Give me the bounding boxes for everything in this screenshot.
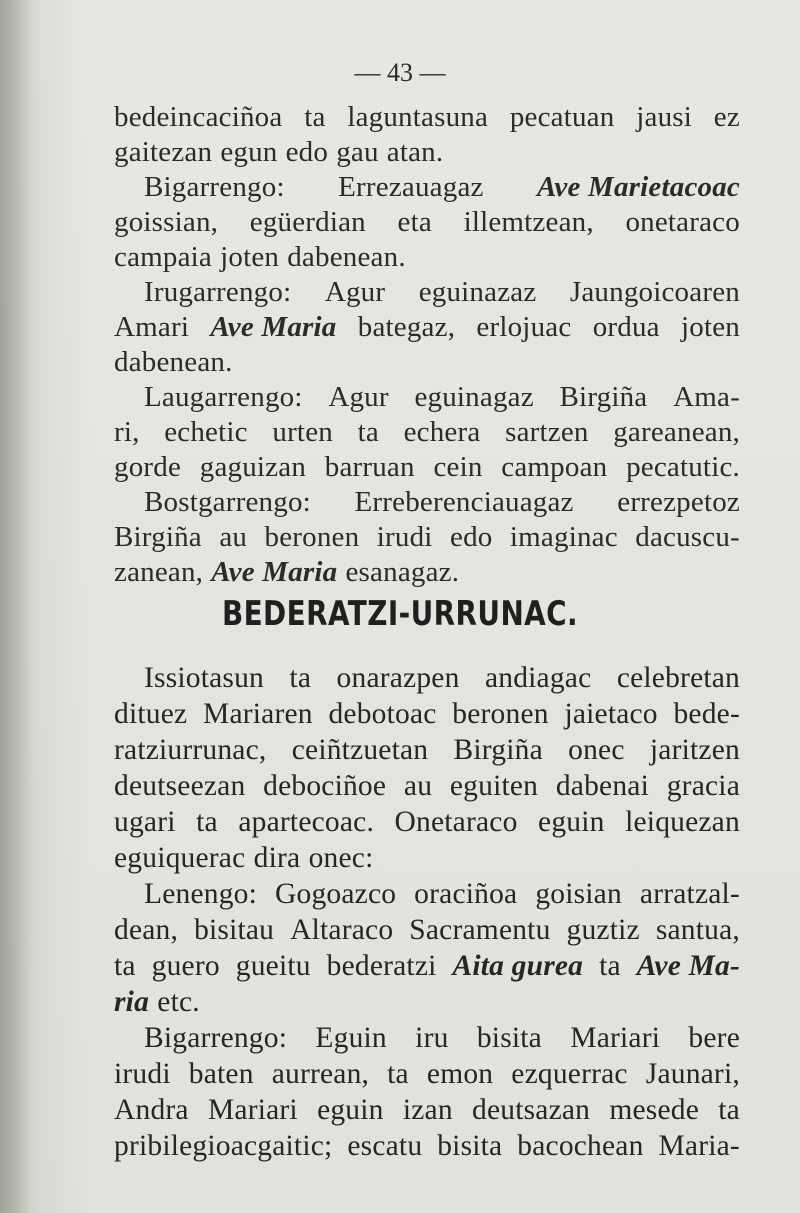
word: dira xyxy=(253,842,301,874)
word: Birgiña xyxy=(559,381,648,413)
word: Erreberenciauagaz xyxy=(354,486,574,518)
word: jaritzen xyxy=(649,734,740,766)
text-line xyxy=(114,275,740,310)
word: Sacramentu xyxy=(409,914,551,946)
page-number: — 43 — xyxy=(354,58,446,87)
word: bederatzi xyxy=(326,950,437,982)
word: bisitau xyxy=(194,914,275,946)
word: bisita xyxy=(476,1022,542,1054)
italic-phrase: Ave Maria xyxy=(210,311,337,343)
word: eguinazaz xyxy=(418,276,537,308)
word: arratzal- xyxy=(639,878,740,910)
word: eguinagaz xyxy=(414,381,534,413)
text-line xyxy=(114,485,740,520)
text-line xyxy=(114,380,740,415)
word: Mariari xyxy=(570,1022,661,1054)
word: edo xyxy=(450,521,493,553)
text-line xyxy=(114,415,740,450)
word: au xyxy=(403,770,433,802)
word: andiagac xyxy=(484,662,592,694)
word: bategaz, xyxy=(357,311,456,343)
word: oraciñoa xyxy=(414,878,518,910)
text-line xyxy=(114,135,740,170)
word: jausi xyxy=(636,101,693,133)
word: Agur xyxy=(324,276,386,308)
word: Altaraco xyxy=(290,914,394,946)
word: onetaraco xyxy=(625,206,740,238)
word: Ama- xyxy=(673,381,740,413)
word: Laugarrengo: xyxy=(144,381,303,413)
word: aurrean, xyxy=(271,1058,370,1090)
word: Jaungoicoaren xyxy=(569,276,740,308)
word: apartecoac. xyxy=(238,806,375,838)
word: debotoac xyxy=(328,698,437,730)
text-line xyxy=(114,840,740,876)
text-line xyxy=(114,1020,740,1056)
word: eguiten xyxy=(449,770,539,802)
word: imaginac xyxy=(509,521,618,553)
word: gaguizan xyxy=(199,451,307,483)
word: gaitezan xyxy=(114,136,213,168)
word: esanagaz. xyxy=(345,556,460,588)
word: ri, xyxy=(114,416,140,448)
word: errezpetoz xyxy=(617,486,740,518)
text-line xyxy=(114,240,740,275)
word: joten xyxy=(680,311,740,343)
word: izan xyxy=(402,1094,453,1126)
word: beronen xyxy=(452,698,549,730)
word: Errezauagaz xyxy=(338,171,484,203)
text-line xyxy=(114,732,740,768)
word: joten xyxy=(220,241,280,273)
word: dean, xyxy=(114,914,179,946)
word: pribilegioacgaitic; xyxy=(114,1130,333,1162)
word: Issiotasun xyxy=(144,662,264,694)
word: celebretan xyxy=(616,662,740,694)
word: pecatutic. xyxy=(626,451,740,483)
text-line xyxy=(114,1092,740,1128)
word: Bostgarrengo: xyxy=(144,486,311,518)
word: ta xyxy=(387,1058,409,1090)
word: ta xyxy=(599,950,621,982)
italic-phrase: Aita gurea xyxy=(452,950,584,982)
text-line xyxy=(114,555,740,590)
text-line xyxy=(114,205,740,240)
word: atan. xyxy=(386,136,444,168)
word: irudi xyxy=(376,521,433,553)
word: Andra xyxy=(114,1094,189,1126)
word: bere xyxy=(688,1022,740,1054)
word: Bigarrengo: xyxy=(144,171,285,203)
word: ta xyxy=(718,1094,740,1126)
word: dacuscu- xyxy=(635,521,740,553)
word: santua, xyxy=(655,914,740,946)
word: dabenean. xyxy=(114,346,233,378)
word: gareanean, xyxy=(613,416,740,448)
word: ceiñtzuetan xyxy=(291,734,429,766)
word: emon xyxy=(426,1058,494,1090)
bottom-text-block xyxy=(114,660,740,1164)
word: eta xyxy=(397,206,432,238)
word: laguntasuna xyxy=(347,101,489,133)
word: guztiz xyxy=(566,914,640,946)
word: ta xyxy=(289,662,312,694)
word: debociñoe xyxy=(263,770,387,802)
word: leiquezan xyxy=(625,806,740,838)
word: bedeincaciñoa xyxy=(114,101,283,133)
italic-phrase: ria xyxy=(114,986,150,1018)
word: ugari xyxy=(114,806,176,838)
section-heading: BEDERATZI-URRUNAC. xyxy=(221,594,579,634)
text-line xyxy=(114,100,740,135)
word: edo xyxy=(285,136,329,168)
word: egun xyxy=(220,136,278,168)
word: echera xyxy=(403,416,481,448)
word: cein xyxy=(433,451,483,483)
word: ta xyxy=(357,416,379,448)
word: Maria- xyxy=(658,1130,740,1162)
top-text-block xyxy=(114,100,740,590)
word: eguin xyxy=(317,1094,384,1126)
word: ordua xyxy=(592,311,660,343)
word: Birgiña xyxy=(114,521,202,553)
text-line xyxy=(114,948,740,984)
word: gueitu xyxy=(235,950,311,982)
word: onec: xyxy=(308,842,374,874)
italic-phrase: Ave Marietacoac xyxy=(537,171,740,203)
word: onec xyxy=(568,734,625,766)
word: bede- xyxy=(673,698,740,730)
word: urten xyxy=(272,416,333,448)
text-line xyxy=(114,912,740,948)
word: ta xyxy=(114,950,136,982)
word: sartzen xyxy=(505,416,589,448)
word: Birgiña xyxy=(453,734,543,766)
word: beronen xyxy=(264,521,360,553)
word: goissian, xyxy=(114,206,219,238)
word: Mariaren xyxy=(203,698,313,730)
word: baten xyxy=(188,1058,254,1090)
text-line xyxy=(114,984,740,1020)
word: etc. xyxy=(157,986,200,1018)
word: Agur xyxy=(328,381,389,413)
text-line xyxy=(114,1128,740,1164)
word: eguiquerac xyxy=(114,842,246,874)
word: irudi xyxy=(114,1058,171,1090)
text-line xyxy=(114,520,740,555)
word: Lenengo: xyxy=(144,878,258,910)
word: Jaunari, xyxy=(645,1058,740,1090)
text-line xyxy=(114,170,740,205)
word: ta xyxy=(304,101,326,133)
word: eguin xyxy=(538,806,605,838)
word: bacochean xyxy=(517,1130,644,1162)
word: barruan xyxy=(324,451,415,483)
word: deutsazan xyxy=(472,1094,591,1126)
word: echetic xyxy=(164,416,248,448)
word: dituez xyxy=(114,698,188,730)
word: Onetaraco xyxy=(394,806,518,838)
text-line xyxy=(114,696,740,732)
word: gau xyxy=(336,136,379,168)
word: Bigarrengo: xyxy=(144,1022,288,1054)
text-line xyxy=(114,450,740,485)
word: ez xyxy=(713,101,740,133)
word: ta xyxy=(196,806,218,838)
text-line xyxy=(114,310,740,345)
word: ratziurrunac, xyxy=(114,734,267,766)
word: campaia xyxy=(114,241,213,273)
word: bisita xyxy=(437,1130,503,1162)
word: deutseezan xyxy=(114,770,246,802)
text-line xyxy=(114,876,740,912)
word: goisian xyxy=(535,878,622,910)
word: Amari xyxy=(114,311,190,343)
word: onarazpen xyxy=(336,662,460,694)
word: zanean, xyxy=(114,556,204,588)
word: gracia xyxy=(666,770,740,802)
word: Gogoazco xyxy=(275,878,397,910)
word: Eguin xyxy=(315,1022,387,1054)
word: jaietaco xyxy=(564,698,658,730)
word: Mariari xyxy=(207,1094,298,1126)
word: guero xyxy=(151,950,220,982)
word: au xyxy=(219,521,248,553)
text-line xyxy=(114,804,740,840)
italic-phrase: Ave Ma- xyxy=(636,950,740,982)
word: egüerdian xyxy=(249,206,366,238)
text-line xyxy=(114,660,740,696)
text-line xyxy=(114,345,740,380)
word: pecatuan xyxy=(509,101,615,133)
word: illemtzean, xyxy=(463,206,594,238)
word: Irugarrengo: xyxy=(144,276,292,308)
word: gorde xyxy=(114,451,182,483)
text-line xyxy=(114,768,740,804)
word: campoan xyxy=(501,451,608,483)
text-line xyxy=(114,1056,740,1092)
word: mesede xyxy=(609,1094,700,1126)
word: escatu xyxy=(347,1130,423,1162)
word: dabenean. xyxy=(287,241,406,273)
italic-phrase: Ave Maria xyxy=(211,556,338,588)
binding-shadow xyxy=(0,0,30,1213)
word: iru xyxy=(415,1022,449,1054)
word: dabenai xyxy=(555,770,649,802)
word: erlojuac xyxy=(476,311,572,343)
word: ezquerrac xyxy=(511,1058,628,1090)
